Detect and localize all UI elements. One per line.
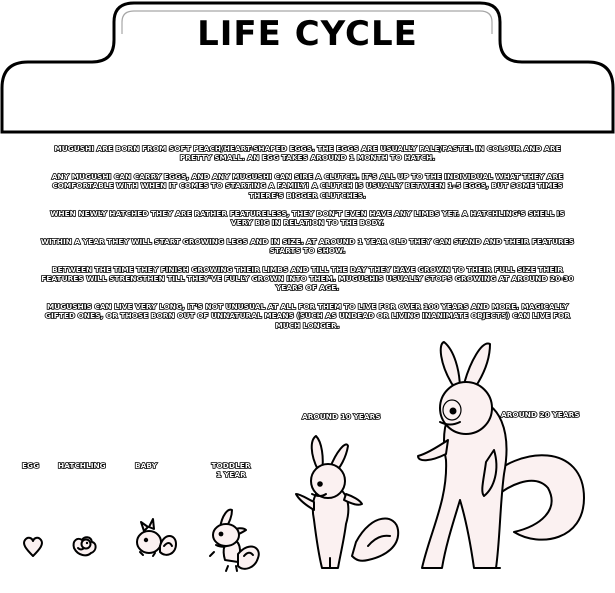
- stage-label-baby: BABY: [135, 461, 157, 470]
- paragraph-eggs: MUGUSHI ARE BORN FROM SOFT PEACH/HEART-SHAPED EGGS. THE EGGS ARE USUALLY PALE/PASTEL IN COLOUR AND ARE PRETTY SMALL. AN EGG TAKES AROUND 1 MONTH TO HATCH.: [54, 144, 561, 163]
- paragraph-first-year: WITHIN A YEAR THEY WILL START GROWING LEGS AND IN SIZE. AT AROUND 1 YEAR OLD THEY CAN STAND AND THEIR FEATURES STARTS TO SHOW.: [40, 236, 575, 256]
- stage-label-egg: EGG: [22, 461, 40, 470]
- paragraph-growth: BETWEEN THE TIME THEY FINISH GROWING THEIR LIMBS AND TILL THE DAY THEY HAVE GROWN TO THEIR FULL SIZE THEIR FEATURES WILL STRENGTHEN TILL THEY'VE FULLY GROWN INTO THEM. MUGUSHIS USUALLY STOPS GROWING AT AROUND 20-30 YEARS OF AGE.: [41, 264, 574, 293]
- paragraph-lifespan: MUGUSHIS CAN LIVE VERY LONG, IT'S NOT UNUSUAL AT ALL FOR THEM TO LIVE FOR OVER 100 YEARS AND MORE. MAGICALLY GIFTED ONES, OR THOSE BORN OUT OF UNNATURAL MEANS (SUCH AS UNDEAD OR LIVING INANIMATE OBJECTS) CAN LIVE FOR MUCH LONGER.: [44, 301, 571, 330]
- baby-illustration: [137, 519, 176, 556]
- hatchling-illustration: [74, 537, 96, 555]
- page-title: LIFE CYCLE: [197, 14, 418, 54]
- egg-illustration: [24, 538, 42, 556]
- stage-label-twenty-years: AROUND 20 YEARS: [501, 410, 580, 419]
- paragraph-hatchling: WHEN NEWLY HATCHED THEY ARE RATHER FEATURELESS, THEY DON'T EVEN HAVE ANY LIMBS YET. A HATCHLING'S SHELL IS VERY BIG IN RELATION TO THE BODY.: [50, 209, 565, 228]
- twenty-year-illustration: [418, 342, 584, 568]
- stage-label-toddler-line2: 1 YEAR: [216, 470, 246, 479]
- paragraph-clutches: ANY MUGUSHI CAN CARRY EGGS, AND ANY MUGUSHI CAN SIRE A CLUTCH. IT'S ALL UP TO THE INDIVIDUAL WHAT THEY ARE COMFORTABLE WITH WHEN IT COMES TO STARTING A FAMILY! A CLUTCH IS USUALLY BETWEEN 1-5 EGGS, BUT SOME TIMES THERE'S BIGGER CLUTCHES.: [51, 171, 564, 200]
- toddler-illustration: [210, 510, 259, 571]
- stage-label-hatchling: HATCHLING: [58, 461, 106, 470]
- stage-label-toddler-line1: TODDLER: [211, 461, 251, 470]
- stage-label-ten-years: AROUND 10 YEARS: [302, 412, 381, 421]
- ten-year-illustration: [296, 436, 398, 568]
